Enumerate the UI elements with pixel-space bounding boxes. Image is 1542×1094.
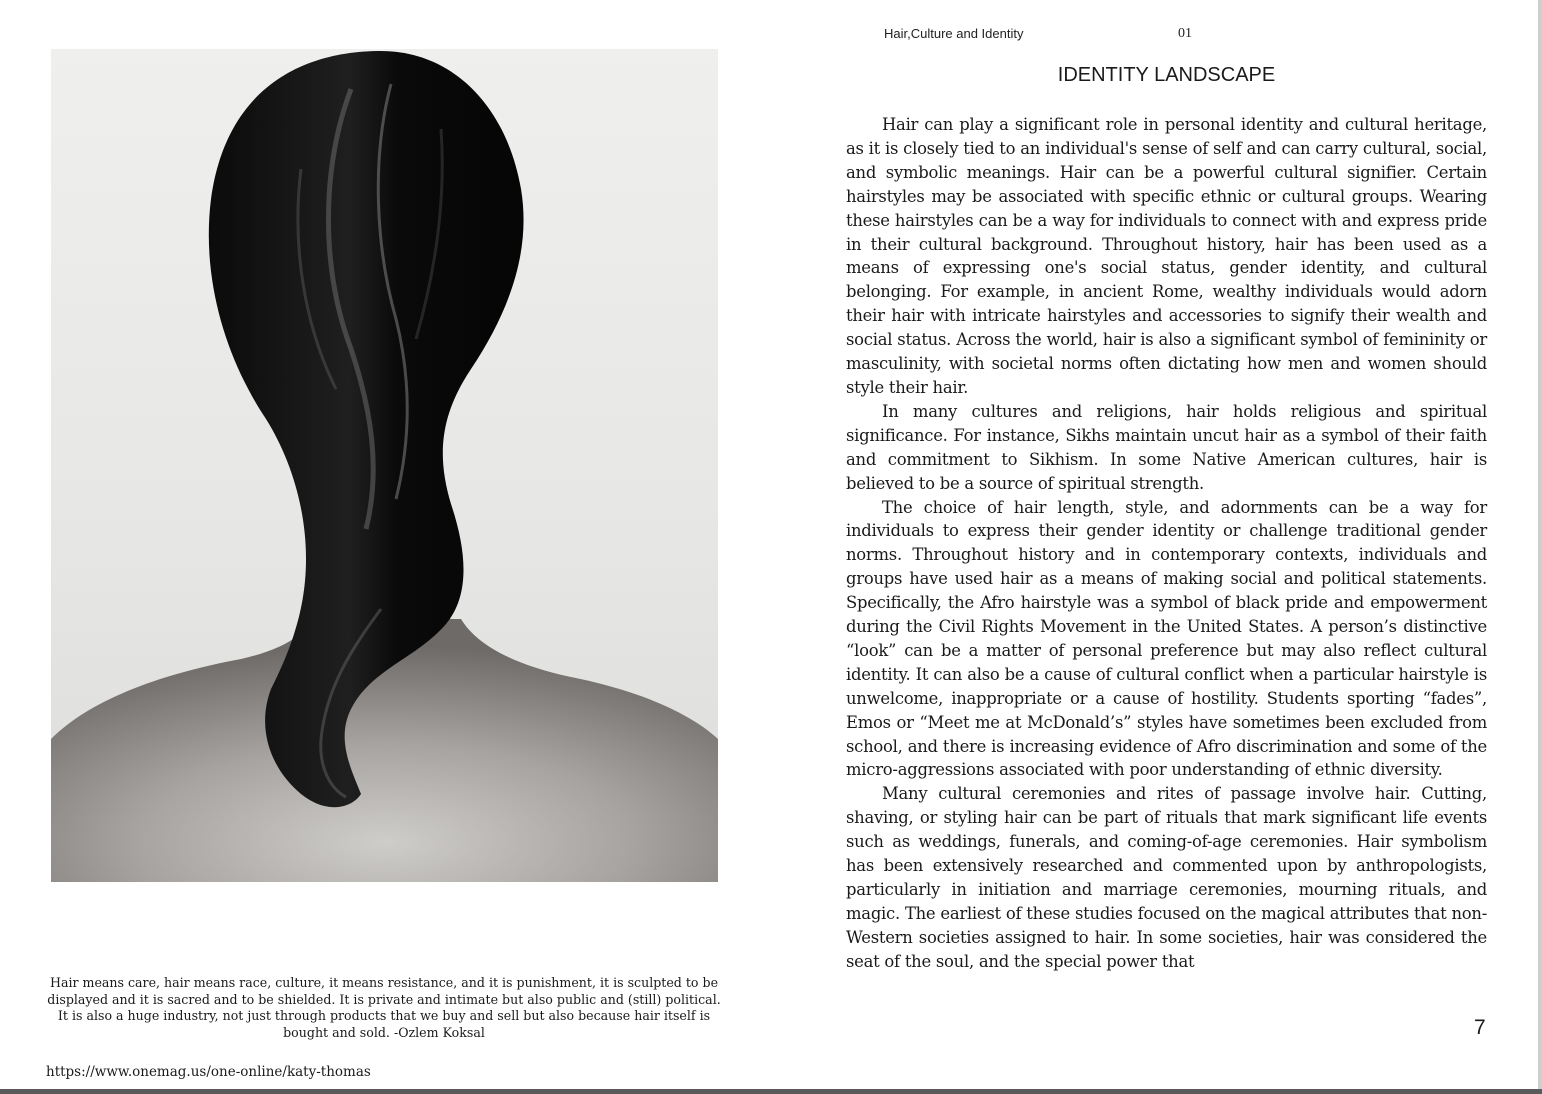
body-text	[846, 113, 1487, 974]
section-title: IDENTITY LANDSCAPE	[1057, 64, 1276, 86]
hair-photograph	[51, 49, 718, 882]
page-number: 7	[1474, 1016, 1486, 1039]
paragraph: Hair can play a significant role in personal identity and cultural heritage, as it is closely tied to an individual's sense of self and can carry cultural, social, and symbolic meanings. Hair can be a powerful cultural signifier. Certain hairstyles may be associated with specific ethnic or cultural groups. Wearing these hairstyles can be a way for individuals to connect with and express pride in their cultural background. Throughout history, hair has been used as a means of expressing one's social status, gender identity, and cultural belonging. For example, in ancient Rome, wealthy individuals would adorn their hair with intricate hairstyles and accessories to signify their wealth and social status. Across the world, hair is also a significant symbol of femininity or masculinity, with societal norms often dictating how men and women should style their hair.	[846, 115, 1487, 397]
paragraph: The choice of hair length, style, and adornments can be a way for individuals to express their gender identity or challenge traditional gender norms. Throughout history and in contemporary contexts, individuals and groups have used hair as a means of making social and political statements. Specifically, the Afro hairstyle was a symbol of black pride and empowerment during the Civil Rights Movement in the United States. A person’s distinctive “look” can be a matter of personal preference but may also reflect cultural identity. It can also be a cause of cultural conflict when a particular hairstyle is unwelcome, inappropriate or a cause of hostility. Students sporting “fades”, Emos or “Meet me at McDonald’s” styles have sometimes been excluded from school, and there is increasing evidence of Afro discrimination and some of the micro-aggressions associated with poor understanding of ethnic diversity.	[846, 497, 1487, 780]
page-edge	[0, 1089, 1542, 1094]
page-edge	[1538, 0, 1542, 1094]
running-head: Hair,Culture and Identity	[884, 26, 1024, 41]
paragraph: Many cultural ceremonies and rites of passage involve hair. Cutting, shaving, or styling hair can be part of rituals that mark significant life events such as weddings, funerals, and coming-of-age ceremonies. Hair symbolism has been extensively researched and commented upon by anthropologists, particularly in initiation and marriage ceremonies, mourning rituals, and magic. The earliest of these studies focused on the magical attributes that non-Western societies assigned to hair. In some societies, hair was considered the seat of the soul, and the special power that	[846, 784, 1487, 971]
chapter-number: 01	[1178, 26, 1192, 41]
paragraph: In many cultures and religions, hair holds religious and spiritual significance. For instance, Sikhs maintain uncut hair as a symbol of their faith and commitment to Sikhism. In some Native American cultures, hair is believed to be a source of spiritual strength.	[846, 401, 1487, 493]
source-url-link[interactable]: https://www.onemag.us/one-online/katy-thomas	[46, 1064, 371, 1080]
photo-caption-quote: Hair means care, hair means race, culture, it means resistance, and it is punishment, it is sculpted to be displayed and it is sacred and to be shielded. It is private and intimate but also public and (still) political. It is also a huge industry, not just through products that we buy and sell but also because hair itself is bought and sold. -Ozlem Koksal	[47, 975, 721, 1040]
